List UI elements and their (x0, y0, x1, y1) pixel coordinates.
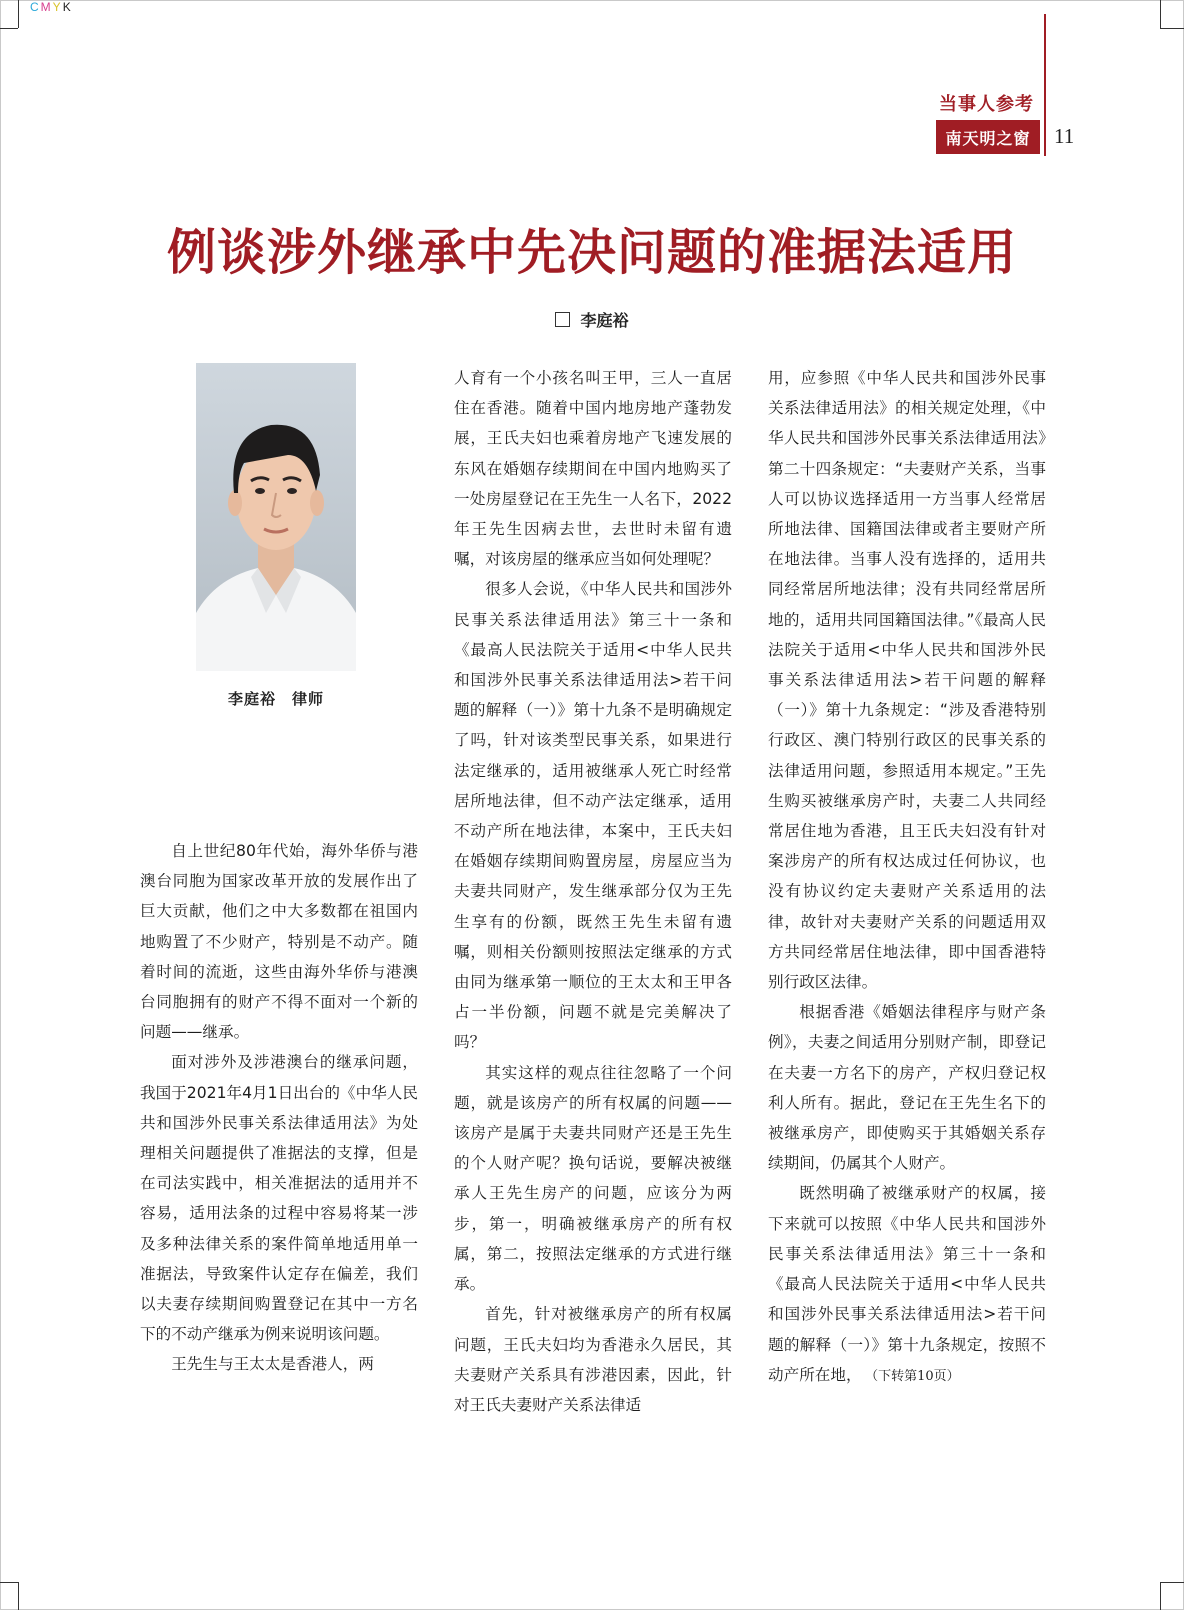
text-column-3 (768, 363, 1046, 1392)
paragraph: 王先生与王太太是香港人，两 (171, 1355, 374, 1374)
paragraph: 面对涉外及涉港澳台的继承问题，我国于2021年4月1日出台的《中华人民共和国涉外民事关系法律适用法》为处理相关问题提供了准据法的支撑，但是在司法实践中，相关准据法的适用并不容易，适用法条的过程中容易将某一涉及多种法律关系的案件简单地适用单一准据法，导致案件认定存在偏差，我们以夫妻存续期间购置登记在其中一方名下的不动产继承为例来说明该问题。 (140, 1053, 418, 1344)
cmyk-k: K (62, 0, 73, 14)
byline-box-icon (555, 312, 570, 327)
paragraph-continued: 用，应参照《中华人民共和国涉外民事关系法律适用法》的相关规定处理，《中华人民共和国涉外民事关系法律适用法》第二十四条规定：“夫妻财产关系，当事人可以协议选择适用一方当事人经常居所地法律、国籍国法律或者主要财产所在地法律。当事人没有选择的，适用共同经常居所地法律；没有共同经常居所地的，适用共同国籍国法律。”《最高人民法院关于适用<中华人民共和国涉外民事关系法律适用法>若干问题的解释（一）》第十九条规定：“涉及香港特别行政区、澳门特别行政区的民事关系的法律适用问题，参照适用本规定。”王先生购买被继承房产时，夫妻二人共同经常居住地为香港，且王氏夫妇没有针对案涉房产的所有权达成过任何协议，也没有协议约定夫妻财产关系适用的法律，故针对夫妻财产关系的问题适用双方共同经常居住地法律，即中国香港特别行政区法律。 (768, 369, 1046, 992)
crop-mark-top-left-v (18, 0, 19, 28)
paragraph: 自上世纪80年代始，海外华侨与港澳台同胞为国家改革开放的发展作出了巨大贡献，他们之中大多数都在祖国内地购置了不少财产，特别是不动产。随着时间的流逝，这些由海外华侨与港澳台同胞拥有的财产不得不面对一个新的问题——继承。 (140, 842, 418, 1042)
paragraph-text: 既然明确了被继承财产的权属，接下来就可以按照《中华人民共和国涉外民事关系法律适用法》第三十一条和《最高人民法院关于适用<中华人民共和国涉外民事关系法律适用法>若干问题的解释（一）》第十九条规定，按照不动产所在地， (768, 1184, 1046, 1384)
crop-mark-top-right-v (1160, 0, 1161, 28)
author-photo (196, 363, 356, 671)
text-column-2 (454, 363, 732, 1420)
paragraph: 根据香港《婚姻法律程序与财产条例》，夫妻之间适用分别财产制，即登记在夫妻一方名下的房产，产权归登记权利人所有。据此，登记在王先生名下的被继承房产，即使购买于其婚姻关系存续期间，仍属其个人财产。 (768, 1003, 1046, 1173)
crop-mark-top-left (0, 28, 18, 29)
crop-mark-top-right (1160, 28, 1184, 29)
text-column-1 (140, 836, 418, 1380)
byline (0, 308, 1184, 331)
cmyk-print-marks (30, 0, 73, 14)
column-name-badge: 南天明之窗 (936, 120, 1040, 154)
section-kicker: 当事人参考 (939, 94, 1034, 115)
continued-note: （下转第10页） (871, 1368, 960, 1384)
article-title: 例谈涉外继承中先决问题的准据法适用 (166, 224, 1017, 281)
header-vertical-rule (1044, 14, 1046, 156)
crop-mark-bottom-left (0, 1582, 18, 1583)
paragraph: 首先，针对被继承房产的所有权属问题，王氏夫妇均为香港永久居民，其夫妻财产关系具有涉港因素，因此，针对王氏夫妻财产关系法律适 (454, 1305, 732, 1414)
crop-mark-bottom-right-v (1160, 1582, 1161, 1610)
paragraph: 其实这样的观点往往忽略了一个问题，就是该房产的所有权属的问题——该房产是属于夫妻共同财产还是王先生的个人财产呢？换句话说，要解决被继承人王先生房产的问题，应该分为两步，第一，明确被继承房产的所有权属，第二，按照法定继承的方式进行继承。 (454, 1063, 732, 1294)
paragraph: 很多人会说，《中华人民共和国涉外民事关系法律适用法》第三十一条和《最高人民法院关于适用<中华人民共和国涉外民事关系法律适用法>若干问题的解释（一）》第十九条不是明确规定了吗，针对该类型民事关系，如果进行法定继承的，适用被继承人死亡时经常居所地法律，但不动产法定继承，适用不动产所在地法律，本案中，王氏夫妇在婚姻存续期间购置房屋，房屋应当为夫妻共同财产，发生继承部分仅为王先生享有的份额，既然王先生未留有遗嘱，则相关份额则按照法定继承的方式由同为继承第一顺位的王太太和王甲各占一半份额，问题不就是完美解决了吗？ (454, 580, 732, 1052)
author-portrait-icon (196, 363, 356, 671)
crop-mark-bottom-left-v (18, 1582, 19, 1610)
paragraph (768, 1178, 1046, 1391)
page-number: 11 (1054, 124, 1075, 148)
author-name: 李庭裕 (580, 311, 629, 330)
cmyk-c: C (30, 0, 41, 14)
paragraph-continued: 人育有一个小孩名叫王甲，三人一直居住在香港。随着中国内地房地产蓬勃发展，王氏夫妇也乘着房地产飞速发展的东风在婚姻存续期间在中国内地购买了一处房屋登记在王先生一人名下，2022年王先生因病去世，去世时未留有遗嘱，对该房屋的继承应当如何处理呢？ (454, 369, 732, 569)
photo-caption: 李庭裕 律师 (227, 690, 324, 708)
cmyk-y: Y (52, 0, 63, 14)
crop-mark-bottom-right (1160, 1582, 1184, 1583)
cmyk-m: M (40, 0, 53, 14)
